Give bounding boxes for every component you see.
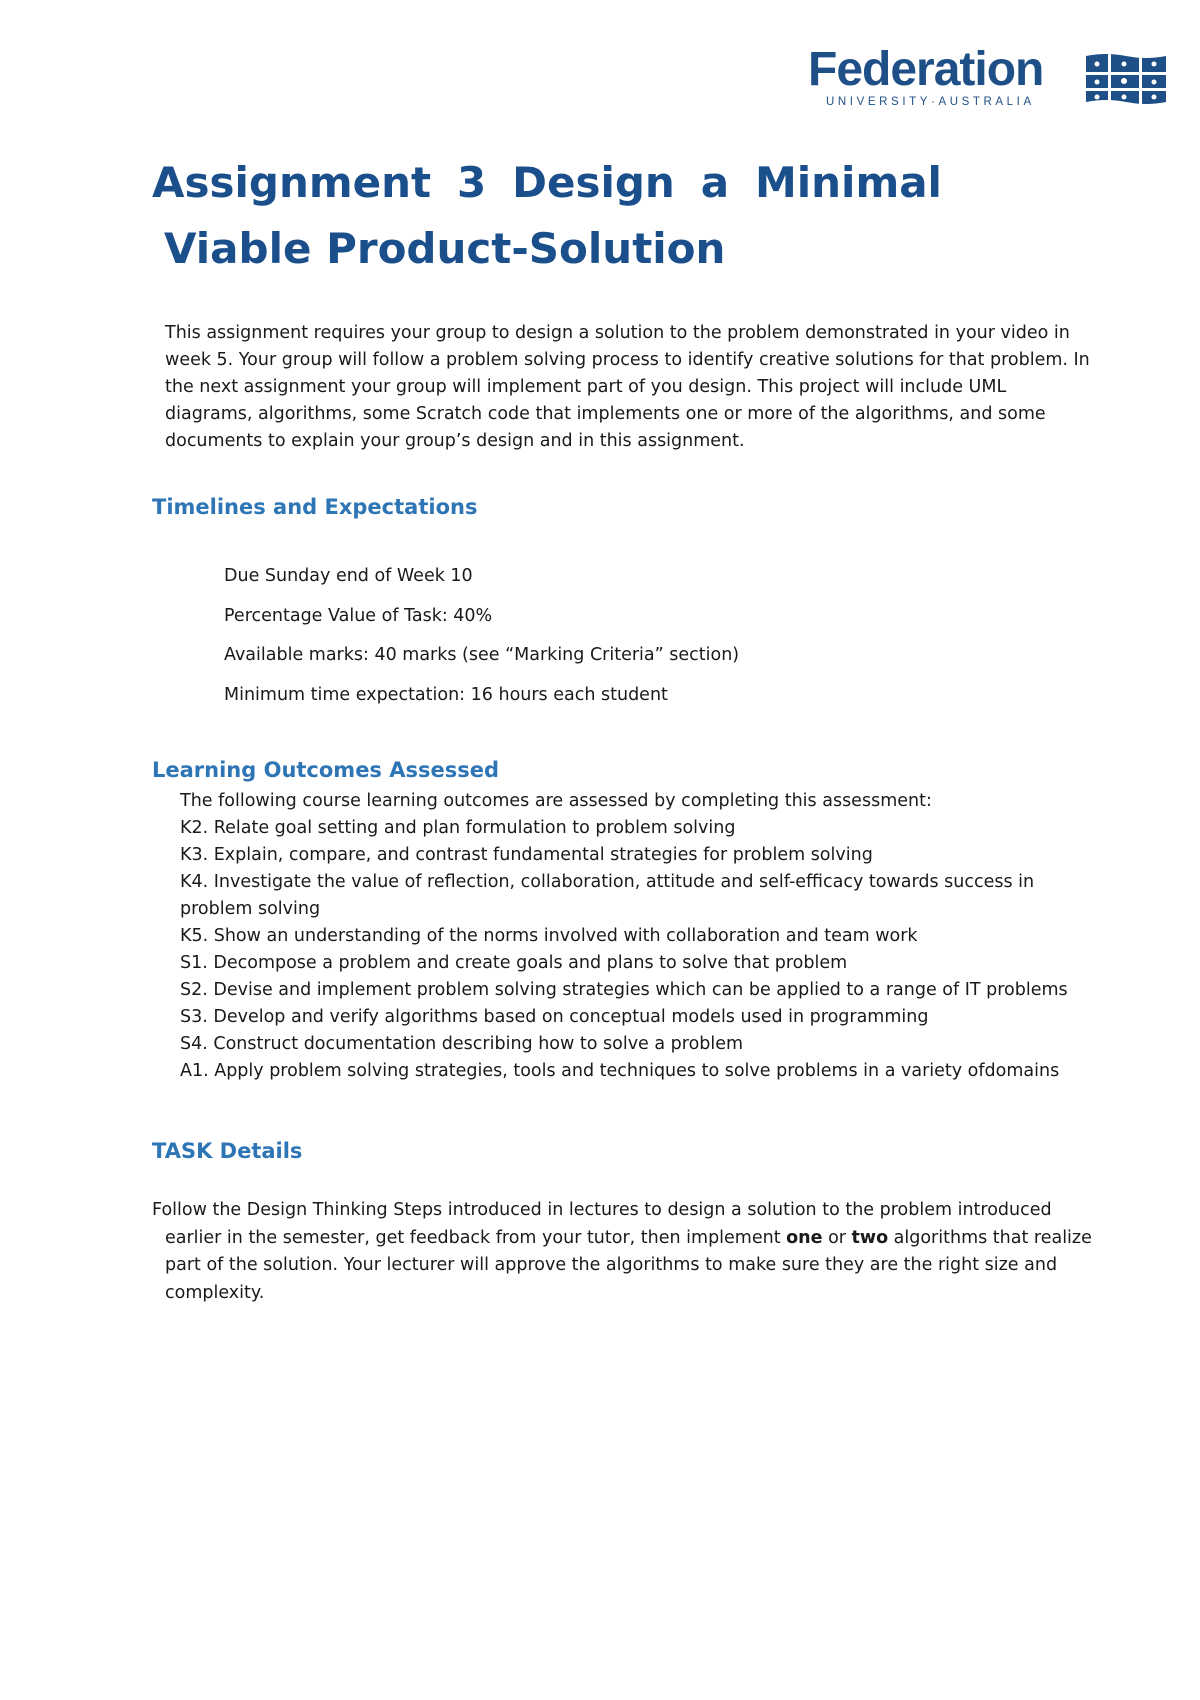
outcome-item: S4. Construct documentation describing how to solve a problem bbox=[180, 1034, 744, 1054]
outcome-item: K2. Relate goal setting and plan formulation to problem solving bbox=[180, 818, 736, 838]
outcomes-heading: Learning Outcomes Assessed bbox=[152, 758, 500, 782]
task-text-before: Follow the Design Thinking Steps introduced in lectures to design a solution to the problem introduced earlier in the semester, get feedback from your tutor, then implement bbox=[152, 1200, 1052, 1248]
outcome-item: S2. Devise and implement problem solving strategies which can be applied to a range of IT problems bbox=[180, 980, 1068, 1000]
title-word: a bbox=[700, 158, 730, 207]
task-text-after: algorithms that realize part of the solution. Your lecturer will approve the algorithms to make sure they are the right size and complexity. bbox=[165, 1227, 1092, 1303]
outcome-item: S3. Develop and verify algorithms based on conceptual models used in programming bbox=[180, 1007, 929, 1027]
title-word: Minimal bbox=[754, 158, 942, 207]
task-emphasis-one: one bbox=[786, 1227, 823, 1248]
outcome-item: K3. Explain, compare, and contrast fundamental strategies for problem solving bbox=[180, 845, 873, 865]
task-paragraph bbox=[152, 1197, 1105, 1307]
timeline-item: Available marks: 40 marks (see “Marking Criteria” section) bbox=[224, 645, 740, 665]
flag-emblem-icon bbox=[1084, 52, 1168, 108]
intro-paragraph: This assignment requires your group to design a solution to the problem demonstrated in your video in week 5. Your group will follow a problem solving process to identify creative solutions for that problem. In the next assignment your group will implement part of you design. This project will include UML diagrams, algorithms, some Scratch code that implements one or more of the algorithms, and some documents to explain your group’s design and in this assignment. bbox=[165, 323, 1090, 451]
outcome-item: A1. Apply problem solving strategies, tools and techniques to solve problems in a variety ofdomains bbox=[180, 1061, 1060, 1081]
assignment-title bbox=[152, 150, 942, 282]
logo-subtitle: UNIVERSITY·AUSTRALIA bbox=[826, 96, 1035, 108]
task-heading: TASK Details bbox=[152, 1139, 303, 1163]
title-word: Assignment bbox=[152, 158, 432, 207]
title-line-1 bbox=[152, 150, 942, 216]
outcome-intro: The following course learning outcomes are assessed by completing this assessment: bbox=[180, 791, 932, 811]
outcome-item: K5. Show an understanding of the norms involved with collaboration and team work bbox=[180, 926, 918, 946]
university-logo bbox=[808, 43, 1168, 112]
outcome-item: K4. Investigate the value of reflection, collaboration, attitude and self-efficacy towards success in problem solving bbox=[180, 872, 1035, 919]
title-word: 3 bbox=[456, 158, 487, 207]
title-line-2: Viable Product-Solution bbox=[164, 224, 726, 273]
title-word: Design bbox=[512, 158, 675, 207]
timeline-item: Due Sunday end of Week 10 bbox=[224, 566, 473, 586]
logo-wordmark: Federation bbox=[808, 43, 1044, 96]
outcome-item: S1. Decompose a problem and create goals and plans to solve that problem bbox=[180, 953, 848, 973]
task-text-mid: or bbox=[822, 1227, 852, 1248]
timeline-item: Minimum time expectation: 16 hours each student bbox=[224, 684, 668, 705]
outcomes-list bbox=[180, 788, 1100, 1085]
task-emphasis-two: two bbox=[851, 1227, 889, 1248]
timelines-list bbox=[224, 563, 739, 721]
timelines-heading: Timelines and Expectations bbox=[152, 495, 478, 519]
timeline-item: Percentage Value of Task: 40% bbox=[224, 605, 493, 626]
